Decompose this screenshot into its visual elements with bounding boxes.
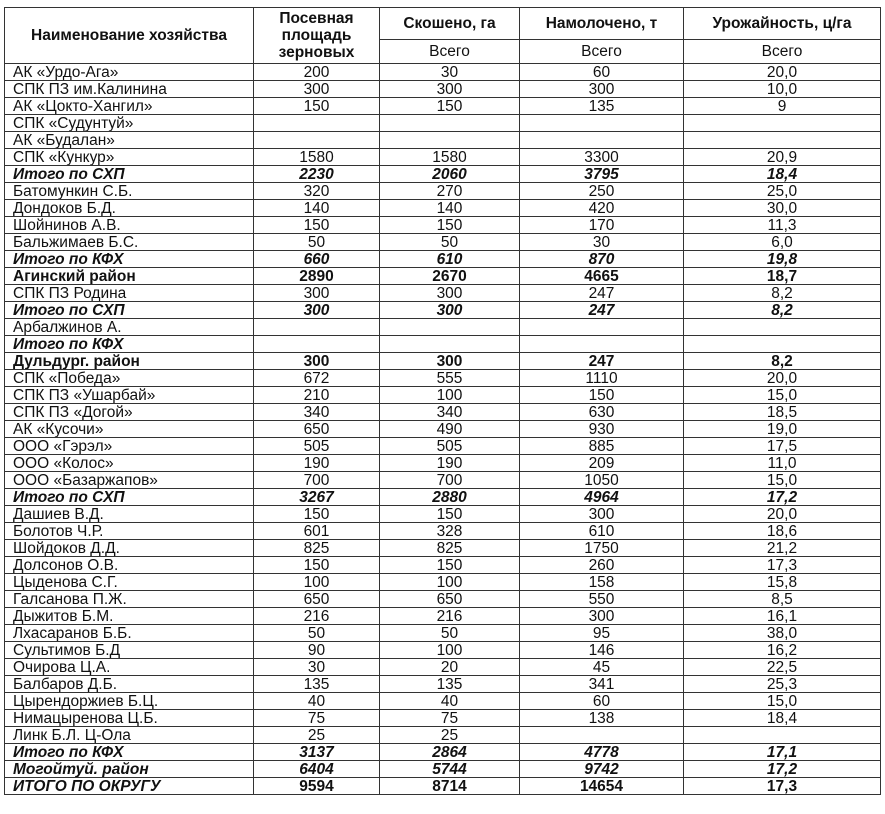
mown-cell: 25	[380, 727, 520, 744]
threshed-cell: 60	[520, 693, 684, 710]
threshed-cell: 60	[520, 64, 684, 81]
yield-cell	[684, 319, 881, 336]
mown-cell: 2060	[380, 166, 520, 183]
threshed-cell: 209	[520, 455, 684, 472]
row-name-cell: Лхасаранов Б.Б.	[5, 625, 254, 642]
table-row	[5, 81, 881, 98]
yield-cell: 18,4	[684, 710, 881, 727]
threshed-cell: 420	[520, 200, 684, 217]
mown-cell: 328	[380, 523, 520, 540]
yield-cell: 15,8	[684, 574, 881, 591]
table-row	[5, 506, 881, 523]
cropped-title-strip	[0, 0, 885, 6]
area-cell: 150	[254, 217, 380, 234]
row-name-cell: Дашиев В.Д.	[5, 506, 254, 523]
table-row	[5, 625, 881, 642]
yield-cell: 17,3	[684, 557, 881, 574]
threshed-cell: 870	[520, 251, 684, 268]
yield-cell: 30,0	[684, 200, 881, 217]
mown-cell: 5744	[380, 761, 520, 778]
yield-cell: 11,0	[684, 455, 881, 472]
row-name-cell: Итого по СХП	[5, 489, 254, 506]
row-name-cell: Дульдург. район	[5, 353, 254, 370]
row-name-cell: Дыжитов Б.М.	[5, 608, 254, 625]
yield-cell: 15,0	[684, 693, 881, 710]
header-threshed: Намолочено, т	[520, 8, 684, 40]
area-cell: 3137	[254, 744, 380, 761]
mown-cell: 100	[380, 574, 520, 591]
area-cell: 150	[254, 98, 380, 115]
row-name-cell: Могойтуй. район	[5, 761, 254, 778]
area-cell: 30	[254, 659, 380, 676]
area-cell: 25	[254, 727, 380, 744]
mown-cell: 505	[380, 438, 520, 455]
table-row	[5, 727, 881, 744]
table-row	[5, 761, 881, 778]
threshed-cell: 247	[520, 285, 684, 302]
threshed-cell: 1050	[520, 472, 684, 489]
threshed-cell: 138	[520, 710, 684, 727]
row-name-cell: СПК «Кункур»	[5, 149, 254, 166]
area-cell: 650	[254, 421, 380, 438]
row-name-cell: Итого по СХП	[5, 166, 254, 183]
table-row	[5, 489, 881, 506]
table-row	[5, 387, 881, 404]
yield-cell: 19,0	[684, 421, 881, 438]
threshed-cell: 630	[520, 404, 684, 421]
threshed-cell: 170	[520, 217, 684, 234]
mown-cell: 150	[380, 557, 520, 574]
yield-cell	[684, 115, 881, 132]
yield-cell: 20,0	[684, 370, 881, 387]
area-cell: 672	[254, 370, 380, 387]
yield-cell: 17,3	[684, 778, 881, 795]
area-cell: 9594	[254, 778, 380, 795]
threshed-cell	[520, 336, 684, 353]
mown-cell: 340	[380, 404, 520, 421]
mown-cell: 2864	[380, 744, 520, 761]
threshed-cell: 247	[520, 353, 684, 370]
table-row	[5, 710, 881, 727]
area-cell: 660	[254, 251, 380, 268]
table-row	[5, 438, 881, 455]
mown-cell: 190	[380, 455, 520, 472]
threshed-cell: 3795	[520, 166, 684, 183]
table-row	[5, 557, 881, 574]
row-name-cell: Итого по КФХ	[5, 251, 254, 268]
mown-cell: 150	[380, 217, 520, 234]
area-cell: 210	[254, 387, 380, 404]
row-name-cell: Очирова Ц.А.	[5, 659, 254, 676]
row-name-cell: Бальжимаев Б.С.	[5, 234, 254, 251]
yield-cell: 38,0	[684, 625, 881, 642]
mown-cell: 490	[380, 421, 520, 438]
threshed-cell: 300	[520, 608, 684, 625]
area-cell	[254, 115, 380, 132]
threshed-cell	[520, 727, 684, 744]
threshed-cell: 341	[520, 676, 684, 693]
table-row	[5, 234, 881, 251]
threshed-cell: 9742	[520, 761, 684, 778]
area-cell	[254, 132, 380, 149]
row-name-cell: Агинский район	[5, 268, 254, 285]
threshed-cell: 250	[520, 183, 684, 200]
mown-cell: 300	[380, 302, 520, 319]
threshed-cell: 550	[520, 591, 684, 608]
table-row	[5, 251, 881, 268]
threshed-cell: 4665	[520, 268, 684, 285]
area-cell: 200	[254, 64, 380, 81]
threshed-cell: 885	[520, 438, 684, 455]
table-row	[5, 98, 881, 115]
threshed-cell: 150	[520, 387, 684, 404]
row-name-cell: Линк Б.Л. Ц-Ола	[5, 727, 254, 744]
mown-cell: 140	[380, 200, 520, 217]
table-row	[5, 455, 881, 472]
row-name-cell: АК «Будалан»	[5, 132, 254, 149]
table-row	[5, 659, 881, 676]
area-cell: 135	[254, 676, 380, 693]
yield-cell: 15,0	[684, 472, 881, 489]
yield-cell: 15,0	[684, 387, 881, 404]
mown-cell: 150	[380, 506, 520, 523]
row-name-cell: Долсонов О.В.	[5, 557, 254, 574]
area-cell: 40	[254, 693, 380, 710]
table-row	[5, 676, 881, 693]
table-row	[5, 336, 881, 353]
area-cell: 650	[254, 591, 380, 608]
yield-cell: 17,2	[684, 489, 881, 506]
header-threshed-total: Всего	[520, 40, 684, 64]
table-row	[5, 268, 881, 285]
mown-cell: 2670	[380, 268, 520, 285]
table-row	[5, 421, 881, 438]
mown-cell: 300	[380, 81, 520, 98]
area-cell: 2230	[254, 166, 380, 183]
mown-cell: 825	[380, 540, 520, 557]
row-name-cell: Итого по КФХ	[5, 336, 254, 353]
row-name-cell: Сультимов Б.Д	[5, 642, 254, 659]
mown-cell	[380, 336, 520, 353]
row-name-cell: АК «Цокто-Хангил»	[5, 98, 254, 115]
yield-cell: 9	[684, 98, 881, 115]
row-name-cell: Цырендоржиев Б.Ц.	[5, 693, 254, 710]
area-cell: 100	[254, 574, 380, 591]
yield-cell: 8,5	[684, 591, 881, 608]
mown-cell: 100	[380, 642, 520, 659]
mown-cell: 2880	[380, 489, 520, 506]
area-cell: 601	[254, 523, 380, 540]
table-row	[5, 64, 881, 81]
yield-cell: 17,2	[684, 761, 881, 778]
mown-cell: 650	[380, 591, 520, 608]
area-cell: 300	[254, 353, 380, 370]
mown-cell: 300	[380, 353, 520, 370]
mown-cell	[380, 115, 520, 132]
area-cell: 825	[254, 540, 380, 557]
yield-cell: 16,1	[684, 608, 881, 625]
mown-cell: 270	[380, 183, 520, 200]
yield-cell	[684, 336, 881, 353]
yield-cell: 18,5	[684, 404, 881, 421]
table-row	[5, 472, 881, 489]
header-mown: Скошено, га	[380, 8, 520, 40]
threshed-cell	[520, 319, 684, 336]
row-name-cell: АК «Урдо-Ага»	[5, 64, 254, 81]
mown-cell: 555	[380, 370, 520, 387]
yield-cell: 20,0	[684, 506, 881, 523]
row-name-cell: Арбалжинов А.	[5, 319, 254, 336]
area-cell: 150	[254, 506, 380, 523]
yield-cell: 18,4	[684, 166, 881, 183]
threshed-cell: 14654	[520, 778, 684, 795]
harvest-table	[4, 7, 881, 795]
threshed-cell: 610	[520, 523, 684, 540]
yield-cell	[684, 727, 881, 744]
threshed-cell: 146	[520, 642, 684, 659]
threshed-cell: 135	[520, 98, 684, 115]
table-row	[5, 574, 881, 591]
table-row	[5, 778, 881, 795]
row-name-cell: Дондоков Б.Д.	[5, 200, 254, 217]
threshed-cell	[520, 132, 684, 149]
table-row	[5, 166, 881, 183]
yield-cell	[684, 132, 881, 149]
mown-cell: 100	[380, 387, 520, 404]
yield-cell: 8,2	[684, 353, 881, 370]
area-cell: 140	[254, 200, 380, 217]
area-cell: 50	[254, 625, 380, 642]
area-cell: 320	[254, 183, 380, 200]
mown-cell	[380, 132, 520, 149]
table-row	[5, 540, 881, 557]
mown-cell: 610	[380, 251, 520, 268]
row-name-cell: Болотов Ч.Р.	[5, 523, 254, 540]
yield-cell: 20,9	[684, 149, 881, 166]
threshed-cell: 30	[520, 234, 684, 251]
row-name-cell: ИТОГО ПО ОКРУГУ	[5, 778, 254, 795]
row-name-cell: Итого по СХП	[5, 302, 254, 319]
yield-cell: 8,2	[684, 285, 881, 302]
area-cell	[254, 336, 380, 353]
table-row	[5, 302, 881, 319]
threshed-cell: 300	[520, 81, 684, 98]
area-cell: 340	[254, 404, 380, 421]
mown-cell: 40	[380, 693, 520, 710]
table-row	[5, 183, 881, 200]
row-name-cell: СПК ПЗ им.Калинина	[5, 81, 254, 98]
yield-cell: 25,3	[684, 676, 881, 693]
area-cell: 3267	[254, 489, 380, 506]
area-cell: 75	[254, 710, 380, 727]
threshed-cell: 3300	[520, 149, 684, 166]
threshed-cell: 4778	[520, 744, 684, 761]
row-name-cell: Цыденова С.Г.	[5, 574, 254, 591]
area-cell: 150	[254, 557, 380, 574]
table-row	[5, 608, 881, 625]
mown-cell: 300	[380, 285, 520, 302]
mown-cell: 20	[380, 659, 520, 676]
mown-cell: 50	[380, 234, 520, 251]
area-cell: 300	[254, 285, 380, 302]
table-row	[5, 370, 881, 387]
table-row	[5, 404, 881, 421]
row-name-cell: ООО «Колос»	[5, 455, 254, 472]
table-row	[5, 693, 881, 710]
row-name-cell: АК «Кусочи»	[5, 421, 254, 438]
yield-cell: 17,5	[684, 438, 881, 455]
threshed-cell: 930	[520, 421, 684, 438]
header-mown-total: Всего	[380, 40, 520, 64]
area-cell: 2890	[254, 268, 380, 285]
mown-cell: 700	[380, 472, 520, 489]
row-name-cell: Балбаров Д.Б.	[5, 676, 254, 693]
area-cell: 300	[254, 302, 380, 319]
row-name-cell: СПК ПЗ «Догой»	[5, 404, 254, 421]
threshed-cell: 300	[520, 506, 684, 523]
table-header	[5, 8, 881, 64]
yield-cell: 20,0	[684, 64, 881, 81]
mown-cell	[380, 319, 520, 336]
threshed-cell: 247	[520, 302, 684, 319]
table-row	[5, 285, 881, 302]
threshed-cell: 1750	[520, 540, 684, 557]
area-cell: 6404	[254, 761, 380, 778]
area-cell: 505	[254, 438, 380, 455]
mown-cell: 216	[380, 608, 520, 625]
yield-cell: 19,8	[684, 251, 881, 268]
header-area: Посевная площадь зерновых	[254, 8, 380, 64]
row-name-cell: СПК «Судунтуй»	[5, 115, 254, 132]
row-name-cell: ООО «Гэрэл»	[5, 438, 254, 455]
threshed-cell: 1110	[520, 370, 684, 387]
row-name-cell: Батомункин С.Б.	[5, 183, 254, 200]
table-row	[5, 132, 881, 149]
area-cell: 50	[254, 234, 380, 251]
area-cell: 90	[254, 642, 380, 659]
mown-cell: 1580	[380, 149, 520, 166]
yield-cell: 18,7	[684, 268, 881, 285]
yield-cell: 6,0	[684, 234, 881, 251]
mown-cell: 135	[380, 676, 520, 693]
row-name-cell: Итого по КФХ	[5, 744, 254, 761]
header-name: Наименование хозяйства	[5, 8, 254, 64]
area-cell: 216	[254, 608, 380, 625]
yield-cell: 16,2	[684, 642, 881, 659]
area-cell	[254, 319, 380, 336]
row-name-cell: СПК ПЗ Родина	[5, 285, 254, 302]
area-cell: 190	[254, 455, 380, 472]
table-row	[5, 744, 881, 761]
mown-cell: 50	[380, 625, 520, 642]
mown-cell: 75	[380, 710, 520, 727]
table-row	[5, 149, 881, 166]
row-name-cell: Галсанова П.Ж.	[5, 591, 254, 608]
row-name-cell: Шойнинов А.В.	[5, 217, 254, 234]
yield-cell: 25,0	[684, 183, 881, 200]
threshed-cell: 4964	[520, 489, 684, 506]
row-name-cell: СПК ПЗ «Ушарбай»	[5, 387, 254, 404]
table-row	[5, 523, 881, 540]
header-yield-total: Всего	[684, 40, 881, 64]
threshed-cell: 158	[520, 574, 684, 591]
area-cell: 700	[254, 472, 380, 489]
row-name-cell: ООО «Базаржапов»	[5, 472, 254, 489]
table-row	[5, 115, 881, 132]
table-row	[5, 353, 881, 370]
mown-cell: 8714	[380, 778, 520, 795]
row-name-cell: Нимацыренова Ц.Б.	[5, 710, 254, 727]
yield-cell: 18,6	[684, 523, 881, 540]
table-row	[5, 319, 881, 336]
threshed-cell: 260	[520, 557, 684, 574]
table-row	[5, 591, 881, 608]
table-row	[5, 642, 881, 659]
row-name-cell: СПК «Победа»	[5, 370, 254, 387]
area-cell: 1580	[254, 149, 380, 166]
yield-cell: 11,3	[684, 217, 881, 234]
area-cell: 300	[254, 81, 380, 98]
header-yield: Урожайность, ц/га	[684, 8, 881, 40]
row-name-cell: Шойдоков Д.Д.	[5, 540, 254, 557]
threshed-cell: 95	[520, 625, 684, 642]
table-row	[5, 217, 881, 234]
mown-cell: 30	[380, 64, 520, 81]
yield-cell: 8,2	[684, 302, 881, 319]
mown-cell: 150	[380, 98, 520, 115]
yield-cell: 22,5	[684, 659, 881, 676]
yield-cell: 17,1	[684, 744, 881, 761]
yield-cell: 21,2	[684, 540, 881, 557]
table-row	[5, 200, 881, 217]
threshed-cell: 45	[520, 659, 684, 676]
table-body	[5, 64, 881, 795]
threshed-cell	[520, 115, 684, 132]
yield-cell: 10,0	[684, 81, 881, 98]
